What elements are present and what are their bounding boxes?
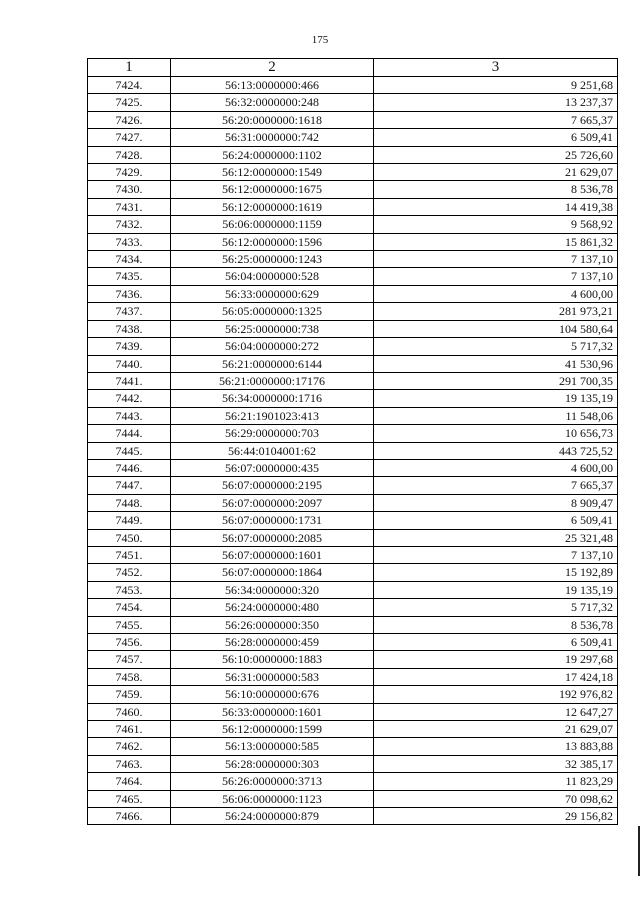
cadastral-number-cell: 56:44:0104001:62	[171, 442, 374, 459]
value-cell: 12 647,27	[374, 703, 618, 720]
table-row	[88, 599, 618, 616]
row-number-cell: 7433.	[88, 233, 171, 250]
table-row	[88, 529, 618, 546]
value-cell: 21 629,07	[374, 164, 618, 181]
table-row	[88, 338, 618, 355]
row-number-cell: 7439.	[88, 338, 171, 355]
cadastral-number-cell: 56:13:0000000:466	[171, 77, 374, 94]
cadastral-number-cell: 56:12:0000000:1599	[171, 721, 374, 738]
cadastral-number-cell: 56:12:0000000:1549	[171, 164, 374, 181]
row-number-cell: 7459.	[88, 686, 171, 703]
value-cell: 9 251,68	[374, 77, 618, 94]
value-cell: 41 530,96	[374, 355, 618, 372]
cadastral-number-cell: 56:34:0000000:1716	[171, 390, 374, 407]
cadastral-number-cell: 56:05:0000000:1325	[171, 303, 374, 320]
cadastral-number-cell: 56:21:0000000:17176	[171, 372, 374, 389]
column-header-cadastral-number: 2	[171, 59, 374, 77]
cadastral-number-cell: 56:24:0000000:1102	[171, 146, 374, 163]
cadastral-number-cell: 56:31:0000000:583	[171, 668, 374, 685]
value-cell: 29 156,82	[374, 808, 618, 825]
cadastral-number-cell: 56:21:1901023:413	[171, 407, 374, 424]
row-number-cell: 7462.	[88, 738, 171, 755]
table-row	[88, 546, 618, 563]
row-number-cell: 7457.	[88, 651, 171, 668]
row-number-cell: 7441.	[88, 372, 171, 389]
value-cell: 17 424,18	[374, 668, 618, 685]
table-row	[88, 686, 618, 703]
column-header-value: 3	[374, 59, 618, 77]
cadastral-number-cell: 56:07:0000000:435	[171, 459, 374, 476]
value-cell: 25 726,60	[374, 146, 618, 163]
value-cell: 6 509,41	[374, 634, 618, 651]
cadastral-number-cell: 56:12:0000000:1619	[171, 198, 374, 215]
table-row	[88, 459, 618, 476]
row-number-cell: 7450.	[88, 529, 171, 546]
value-cell: 192 976,82	[374, 686, 618, 703]
table-row	[88, 146, 618, 163]
row-number-cell: 7427.	[88, 129, 171, 146]
row-number-cell: 7461.	[88, 721, 171, 738]
cadastral-number-cell: 56:04:0000000:272	[171, 338, 374, 355]
value-cell: 19 297,68	[374, 651, 618, 668]
register-table	[87, 58, 618, 825]
cadastral-number-cell: 56:12:0000000:1675	[171, 181, 374, 198]
table-row	[88, 808, 618, 825]
value-cell: 281 973,21	[374, 303, 618, 320]
cadastral-number-cell: 56:07:0000000:1731	[171, 512, 374, 529]
table-row	[88, 564, 618, 581]
value-cell: 11 548,06	[374, 407, 618, 424]
row-number-cell: 7445.	[88, 442, 171, 459]
cadastral-number-cell: 56:31:0000000:742	[171, 129, 374, 146]
cadastral-number-cell: 56:33:0000000:629	[171, 285, 374, 302]
row-number-cell: 7424.	[88, 77, 171, 94]
value-cell: 8 536,78	[374, 616, 618, 633]
table-row	[88, 668, 618, 685]
cadastral-number-cell: 56:28:0000000:459	[171, 634, 374, 651]
row-number-cell: 7463.	[88, 755, 171, 772]
table-row	[88, 721, 618, 738]
row-number-cell: 7455.	[88, 616, 171, 633]
table-row	[88, 755, 618, 772]
row-number-cell: 7453.	[88, 581, 171, 598]
column-header-number: 1	[88, 59, 171, 77]
row-number-cell: 7436.	[88, 285, 171, 302]
row-number-cell: 7444.	[88, 425, 171, 442]
cadastral-number-cell: 56:10:0000000:1883	[171, 651, 374, 668]
value-cell: 32 385,17	[374, 755, 618, 772]
table-row	[88, 268, 618, 285]
value-cell: 104 580,64	[374, 320, 618, 337]
table-row	[88, 581, 618, 598]
row-number-cell: 7451.	[88, 546, 171, 563]
row-number-cell: 7454.	[88, 599, 171, 616]
row-number-cell: 7440.	[88, 355, 171, 372]
table-row	[88, 407, 618, 424]
table-row	[88, 303, 618, 320]
value-cell: 7 137,10	[374, 251, 618, 268]
cadastral-number-cell: 56:26:0000000:3713	[171, 773, 374, 790]
cadastral-number-cell: 56:20:0000000:1618	[171, 111, 374, 128]
cadastral-number-cell: 56:34:0000000:320	[171, 581, 374, 598]
row-number-cell: 7437.	[88, 303, 171, 320]
row-number-cell: 7448.	[88, 494, 171, 511]
cadastral-number-cell: 56:06:0000000:1123	[171, 790, 374, 807]
cadastral-number-cell: 56:12:0000000:1596	[171, 233, 374, 250]
table-row	[88, 216, 618, 233]
value-cell: 5 717,32	[374, 338, 618, 355]
value-cell: 13 237,37	[374, 94, 618, 111]
value-cell: 13 883,88	[374, 738, 618, 755]
value-cell: 14 419,38	[374, 198, 618, 215]
table-row	[88, 355, 618, 372]
row-number-cell: 7446.	[88, 459, 171, 476]
value-cell: 15 861,32	[374, 233, 618, 250]
table-row	[88, 251, 618, 268]
row-number-cell: 7432.	[88, 216, 171, 233]
row-number-cell: 7430.	[88, 181, 171, 198]
table-row	[88, 773, 618, 790]
table-row	[88, 442, 618, 459]
row-number-cell: 7465.	[88, 790, 171, 807]
table-row	[88, 94, 618, 111]
cadastral-number-cell: 56:24:0000000:480	[171, 599, 374, 616]
table-row	[88, 320, 618, 337]
table-row	[88, 738, 618, 755]
table-row	[88, 512, 618, 529]
cadastral-number-cell: 56:33:0000000:1601	[171, 703, 374, 720]
cadastral-number-cell: 56:26:0000000:350	[171, 616, 374, 633]
row-number-cell: 7442.	[88, 390, 171, 407]
table-row	[88, 285, 618, 302]
value-cell: 25 321,48	[374, 529, 618, 546]
table-row	[88, 233, 618, 250]
cadastral-number-cell: 56:07:0000000:2085	[171, 529, 374, 546]
value-cell: 9 568,92	[374, 216, 618, 233]
value-cell: 10 656,73	[374, 425, 618, 442]
cadastral-number-cell: 56:21:0000000:6144	[171, 355, 374, 372]
table-row	[88, 372, 618, 389]
cadastral-number-cell: 56:13:0000000:585	[171, 738, 374, 755]
value-cell: 7 665,37	[374, 111, 618, 128]
cadastral-number-cell: 56:28:0000000:303	[171, 755, 374, 772]
table-row	[88, 703, 618, 720]
value-cell: 4 600,00	[374, 285, 618, 302]
table-header-row	[88, 59, 618, 77]
table-row	[88, 651, 618, 668]
table-row	[88, 425, 618, 442]
value-cell: 19 135,19	[374, 581, 618, 598]
cadastral-number-cell: 56:10:0000000:676	[171, 686, 374, 703]
table-row	[88, 790, 618, 807]
value-cell: 15 192,89	[374, 564, 618, 581]
value-cell: 291 700,35	[374, 372, 618, 389]
row-number-cell: 7426.	[88, 111, 171, 128]
table-row	[88, 164, 618, 181]
value-cell: 6 509,41	[374, 512, 618, 529]
row-number-cell: 7434.	[88, 251, 171, 268]
table-row	[88, 616, 618, 633]
table-row	[88, 129, 618, 146]
cadastral-number-cell: 56:29:0000000:703	[171, 425, 374, 442]
row-number-cell: 7431.	[88, 198, 171, 215]
value-cell: 7 137,10	[374, 268, 618, 285]
row-number-cell: 7428.	[88, 146, 171, 163]
row-number-cell: 7425.	[88, 94, 171, 111]
table-row	[88, 77, 618, 94]
row-number-cell: 7435.	[88, 268, 171, 285]
value-cell: 5 717,32	[374, 599, 618, 616]
table-row	[88, 477, 618, 494]
table-row	[88, 181, 618, 198]
table-row	[88, 198, 618, 215]
value-cell: 7 137,10	[374, 546, 618, 563]
row-number-cell: 7458.	[88, 668, 171, 685]
cadastral-number-cell: 56:25:0000000:1243	[171, 251, 374, 268]
value-cell: 443 725,52	[374, 442, 618, 459]
cadastral-number-cell: 56:07:0000000:1864	[171, 564, 374, 581]
table-row	[88, 494, 618, 511]
table-row	[88, 390, 618, 407]
row-number-cell: 7460.	[88, 703, 171, 720]
row-number-cell: 7443.	[88, 407, 171, 424]
value-cell: 11 823,29	[374, 773, 618, 790]
cadastral-number-cell: 56:04:0000000:528	[171, 268, 374, 285]
row-number-cell: 7438.	[88, 320, 171, 337]
cadastral-number-cell: 56:07:0000000:1601	[171, 546, 374, 563]
cadastral-number-cell: 56:06:0000000:1159	[171, 216, 374, 233]
value-cell: 70 098,62	[374, 790, 618, 807]
table-row	[88, 111, 618, 128]
row-number-cell: 7452.	[88, 564, 171, 581]
row-number-cell: 7447.	[88, 477, 171, 494]
cadastral-number-cell: 56:07:0000000:2195	[171, 477, 374, 494]
cadastral-number-cell: 56:07:0000000:2097	[171, 494, 374, 511]
value-cell: 7 665,37	[374, 477, 618, 494]
row-number-cell: 7464.	[88, 773, 171, 790]
value-cell: 19 135,19	[374, 390, 618, 407]
cadastral-number-cell: 56:25:0000000:738	[171, 320, 374, 337]
value-cell: 8 909,47	[374, 494, 618, 511]
cadastral-number-cell: 56:32:0000000:248	[171, 94, 374, 111]
cadastral-number-cell: 56:24:0000000:879	[171, 808, 374, 825]
row-number-cell: 7456.	[88, 634, 171, 651]
table-row	[88, 634, 618, 651]
row-number-cell: 7466.	[88, 808, 171, 825]
value-cell: 21 629,07	[374, 721, 618, 738]
value-cell: 8 536,78	[374, 181, 618, 198]
page-number: 175	[311, 34, 329, 46]
value-cell: 4 600,00	[374, 459, 618, 476]
row-number-cell: 7429.	[88, 164, 171, 181]
row-number-cell: 7449.	[88, 512, 171, 529]
table-body	[88, 77, 618, 825]
value-cell: 6 509,41	[374, 129, 618, 146]
